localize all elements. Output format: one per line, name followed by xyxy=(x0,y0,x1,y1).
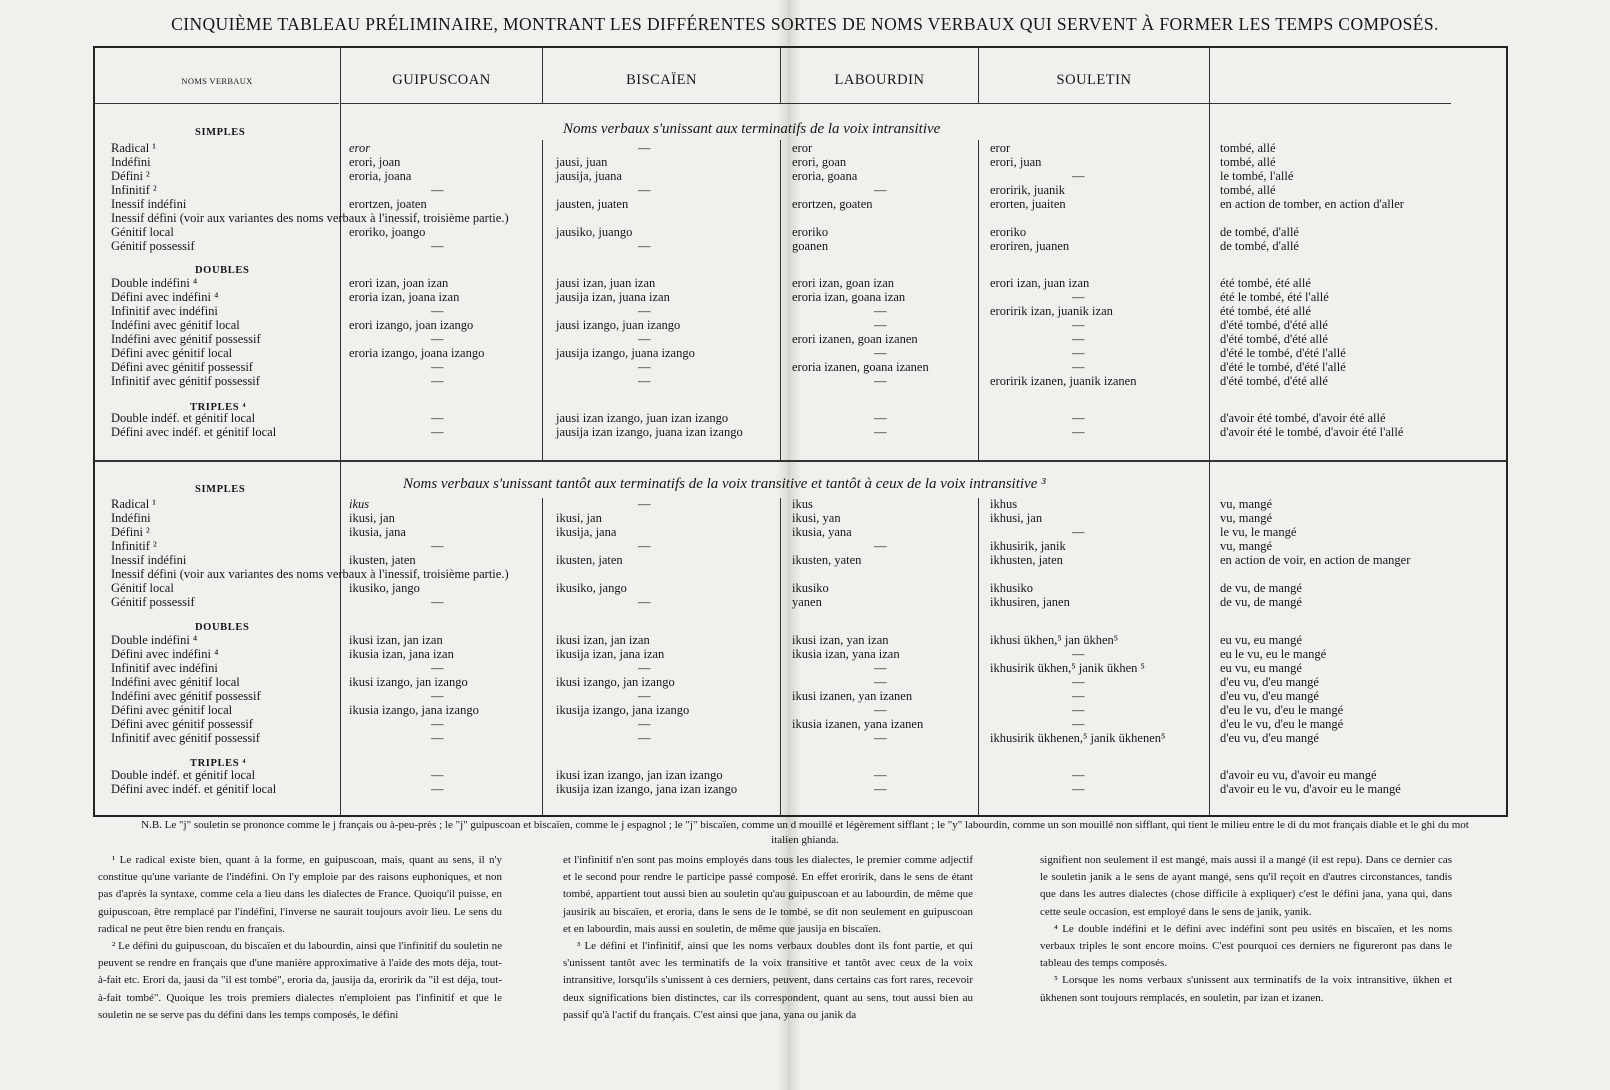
table-cell-s: — xyxy=(1072,782,1085,796)
table-cell-b: — xyxy=(638,360,651,374)
col-rule xyxy=(978,498,979,816)
header-rule xyxy=(94,103,339,104)
table-cell-l: erori izanen, goan izanen xyxy=(792,332,918,346)
table-cell-b: jausija izan, juana izan xyxy=(556,290,670,304)
table-cell-l: ikusiko xyxy=(792,581,829,595)
table-cell-f: été tombé, été allé xyxy=(1220,276,1311,290)
row-label: Indéfini avec génitif local xyxy=(111,675,240,689)
footnote-column-3 xyxy=(1040,852,1452,1007)
table-cell-l: — xyxy=(874,411,887,425)
table-cell-b: jausi, juan xyxy=(556,155,608,169)
row-label: Génitif possessif xyxy=(111,239,195,253)
section-rule xyxy=(94,460,1507,462)
table-cell-f: d'été tombé, d'été allé xyxy=(1220,374,1328,388)
footnote: ¹ Le radical existe bien, quant à la forme, en guipuscoan, mais, quant au sens, il n'y constitue qu'une variante de l'indéfini. On l'y emploie par des raisons euphoniques, et non pas d'après la syntaxe, comme cela a lieu dans les dialectes de France. Quoiqu'il puisse, en guipuscoan, être remplacé par l'indéfini, l'inverse ne saurait toujours avoir lieu. Le sens du radical ne peut être bien rendu en français. xyxy=(98,854,502,935)
table-cell-l: — xyxy=(874,183,887,197)
table-cell-l: ikus xyxy=(792,497,813,511)
table-cell-g: — xyxy=(431,425,444,439)
row-label: Génitif local xyxy=(111,581,174,595)
table-cell-b: ikusiko, jango xyxy=(556,581,627,595)
table-cell-l: eror xyxy=(792,141,813,155)
row-label: Radical ¹ xyxy=(111,141,157,155)
table-cell-b: — xyxy=(638,239,651,253)
table-cell-s: ikhusirik ükhen,⁵ janik ükhen ⁵ xyxy=(990,661,1145,675)
table-cell-s: erori izan, juan izan xyxy=(990,276,1090,290)
row-label: Défini avec indéfini ⁴ xyxy=(111,290,219,304)
table-cell-s: ikhus xyxy=(990,497,1018,511)
group-doubles: DOUBLES xyxy=(195,265,250,276)
header-noms-verbaux: NOMS VERBAUX xyxy=(181,76,253,86)
table-cell-s: — xyxy=(1072,169,1085,183)
table-cell-f: d'été le tombé, d'été l'allé xyxy=(1220,360,1346,374)
col-rule xyxy=(542,140,543,460)
table-cell-b: — xyxy=(638,183,651,197)
table-cell-b: ikusija, jana xyxy=(556,525,617,539)
table-cell-b: — xyxy=(638,717,651,731)
table-cell-l: eroria izan, goana izan xyxy=(792,290,906,304)
table-cell-s: eroriko xyxy=(990,225,1027,239)
table-cell-g: erori, joan xyxy=(349,155,401,169)
row-label: Infinitif avec génitif possessif xyxy=(111,731,260,745)
table-cell-b: jausten, juaten xyxy=(556,197,629,211)
col-rule xyxy=(542,498,543,816)
row-label: Infinitif avec indéfini xyxy=(111,661,218,675)
table-cell-f: eu vu, eu mangé xyxy=(1220,633,1302,647)
table-cell-f: vu, mangé xyxy=(1220,539,1273,553)
row-label: Indéfini avec génitif possessif xyxy=(111,689,261,703)
table-cell-g: eroria, joana xyxy=(349,169,412,183)
table-cell-b: — xyxy=(638,304,651,318)
row-label: Infinitif avec génitif possessif xyxy=(111,374,260,388)
row-label: Défini avec génitif possessif xyxy=(111,360,253,374)
table-cell-s: ikhusten, jaten xyxy=(990,553,1063,567)
table-cell-s: eroririk, juanik xyxy=(990,183,1065,197)
table-cell-s: — xyxy=(1072,332,1085,346)
table-cell-l: ikusi izan, yan izan xyxy=(792,633,889,647)
table-cell-f: d'avoir été tombé, d'avoir été allé xyxy=(1220,411,1386,425)
table-cell-g: — xyxy=(431,332,444,346)
table-cell-l: — xyxy=(874,539,887,553)
group-triples: TRIPLES ⁴ xyxy=(190,758,247,769)
table-cell-b: ikusija izan izango, jana izan izango xyxy=(556,782,738,796)
table-cell-g: ikusiko, jango xyxy=(349,581,420,595)
table-cell-s: — xyxy=(1072,647,1085,661)
table-cell-b: — xyxy=(638,661,651,675)
row-label: Défini avec génitif local xyxy=(111,346,233,360)
row-label: Infinitif avec indéfini xyxy=(111,304,218,318)
table-cell-g: — xyxy=(431,239,444,253)
col-rule xyxy=(1209,47,1210,816)
col-rule xyxy=(978,140,979,460)
table-cell-g: — xyxy=(431,411,444,425)
row-label: Défini ² xyxy=(111,525,150,539)
table-cell-s: ikhusiko xyxy=(990,581,1034,595)
table-cell-f: en action de tomber, en action d'aller xyxy=(1220,197,1404,211)
table-cell-b: — xyxy=(638,141,651,155)
nb-note: N.B. Le "j" souletin se prononce comme le j français ou à-peu-près ; le "j" guipuscoan et biscaïen, comme le j espagnol ; le "j" biscaïen, comme un d mouillé et légèrement sifflant ; le "y" labourdin, comme un son mouillé non sifflant, qui tient le milieu entre le di du mot français diable et le ghi du mot italien ghianda. xyxy=(141,819,1469,846)
footnote: et l'infinitif n'en sont pas moins employés dans tous les dialectes, le premier comme adjectif et le second pour rendre le participe passé composé. En effet eroririk, dans le sens de étant tombé, appartient tout aussi bien au souletin qu'au guipuscoan et au labourdin, de même que jausirik au biscaïen, et eroria, dans le sens de le tombé, se dit non seulement en guipuscoan et en labourdin, mais aussi en souletin, de même que jausija en biscaïen. xyxy=(563,854,973,935)
table-cell-b: — xyxy=(638,539,651,553)
table-cell-f: d'été le tombé, d'été l'allé xyxy=(1220,346,1346,360)
row-label: Inessif défini (voir aux variantes des noms verbaux à l'inessif, troisième partie.) xyxy=(111,211,509,225)
table-cell-g: — xyxy=(431,782,444,796)
table-cell-g: eroriko, joango xyxy=(349,225,426,239)
row-label: Indéfini xyxy=(111,155,151,169)
table-cell-s: ikhusirik ükhenen,⁵ janik ükhenen⁵ xyxy=(990,731,1166,745)
row-label: Indéfini avec génitif local xyxy=(111,318,240,332)
table-cell-l: ikusten, yaten xyxy=(792,553,862,567)
row-label: Défini avec génitif local xyxy=(111,703,233,717)
group-doubles: DOUBLES xyxy=(195,622,250,633)
table-cell-g: — xyxy=(431,360,444,374)
table-cell-f: d'eu vu, d'eu mangé xyxy=(1220,675,1319,689)
table-cell-l: eroria izanen, goana izanen xyxy=(792,360,929,374)
table-cell-g: erori izango, joan izango xyxy=(349,318,474,332)
header-labourdin: LABOURDIN xyxy=(834,72,925,88)
table-cell-b: — xyxy=(638,689,651,703)
section2-title: Noms verbaux s'unissant tantôt aux terminatifs de la voix transitive et tantôt à ceux de la voix intransitive ³ xyxy=(403,476,1046,492)
table-cell-s: — xyxy=(1072,360,1085,374)
table-cell-b: — xyxy=(638,731,651,745)
table-cell-f: d'eu le vu, d'eu le mangé xyxy=(1220,717,1344,731)
table-cell-f: tombé, allé xyxy=(1220,141,1276,155)
footnote: ⁵ Lorsque les noms verbaux s'unissent aux terminatifs de la voix intransitive, ükhen et ükhenen sont toujours remplacés, en souletin, par izan et izanen. xyxy=(1040,974,1452,1004)
table-cell-b: — xyxy=(638,374,651,388)
table-cell-g: — xyxy=(431,304,444,318)
table-cell-l: goanen xyxy=(792,239,829,253)
table-cell-l: ikusia izan, yana izan xyxy=(792,647,900,661)
table-cell-f: vu, mangé xyxy=(1220,497,1273,511)
table-cell-f: de tombé, d'allé xyxy=(1220,239,1299,253)
table-cell-s: — xyxy=(1072,346,1085,360)
row-label: Indéfini xyxy=(111,511,151,525)
table-cell-s: eroririk izan, juanik izan xyxy=(990,304,1113,318)
table-cell-l: — xyxy=(874,782,887,796)
table-cell-g: — xyxy=(431,595,444,609)
table-cell-s: — xyxy=(1072,703,1085,717)
table-cell-b: jausija, juana xyxy=(556,169,622,183)
table-cell-l: yanen xyxy=(792,595,822,609)
table-cell-g: — xyxy=(431,717,444,731)
table-cell-g: — xyxy=(431,689,444,703)
table-cell-g: eror xyxy=(349,141,371,155)
table-cell-l: — xyxy=(874,304,887,318)
row-label: Infinitif ² xyxy=(111,183,157,197)
group-triples: TRIPLES ⁴ xyxy=(190,402,247,413)
table-cell-s: — xyxy=(1072,525,1085,539)
table-cell-f: de vu, de mangé xyxy=(1220,581,1302,595)
table-cell-f: tombé, allé xyxy=(1220,155,1276,169)
table-cell-f: été le tombé, été l'allé xyxy=(1220,290,1329,304)
row-label: Défini avec génitif possessif xyxy=(111,717,253,731)
table-cell-b: ikusten, jaten xyxy=(556,553,623,567)
row-label: Inessif indéfini xyxy=(111,197,187,211)
table-cell-f: été tombé, été allé xyxy=(1220,304,1311,318)
table-cell-s: — xyxy=(1072,717,1085,731)
table-cell-l: — xyxy=(874,703,887,717)
table-cell-g: eroria izango, joana izango xyxy=(349,346,485,360)
table-cell-g: — xyxy=(431,768,444,782)
table-cell-f: d'avoir eu le vu, d'avoir eu le mangé xyxy=(1220,782,1401,796)
col-rule xyxy=(340,47,341,816)
table-cell-b: — xyxy=(638,497,651,511)
table-cell-g: ikusi, jan xyxy=(349,511,395,525)
row-label: Double indéfini ⁴ xyxy=(111,633,198,647)
table-cell-l: ikusia, yana xyxy=(792,525,852,539)
table-cell-s: eror xyxy=(990,141,1011,155)
table-cell-l: eroria, goana xyxy=(792,169,858,183)
row-label: Défini avec indéfini ⁴ xyxy=(111,647,219,661)
row-label: Défini ² xyxy=(111,169,150,183)
table-cell-b: ikusi, jan xyxy=(556,511,602,525)
table-cell-f: le tombé, l'allé xyxy=(1220,169,1294,183)
header-guipuscoan: GUIPUSCOAN xyxy=(392,72,491,88)
table-cell-g: ikus xyxy=(349,497,370,511)
table-cell-g: erori izan, joan izan xyxy=(349,276,449,290)
table-cell-l: erortzen, goaten xyxy=(792,197,873,211)
row-label: Génitif local xyxy=(111,225,174,239)
table-cell-b: — xyxy=(638,332,651,346)
table-cell-g: — xyxy=(431,183,444,197)
table-cell-l: — xyxy=(874,661,887,675)
table-cell-f: eu le vu, eu le mangé xyxy=(1220,647,1327,661)
table-cell-b: jausi izan, juan izan xyxy=(556,276,656,290)
table-cell-f: d'eu le vu, d'eu le mangé xyxy=(1220,703,1344,717)
row-label: Double indéfini ⁴ xyxy=(111,276,198,290)
table-cell-b: ikusi izango, jan izango xyxy=(556,675,675,689)
table-cell-l: — xyxy=(874,675,887,689)
table-cell-l: — xyxy=(874,374,887,388)
table-cell-s: — xyxy=(1072,411,1085,425)
footnote: ³ Le défini et l'infinitif, ainsi que les noms verbaux doubles dont ils font partie, et qui s'unissent tantôt avec les terminatifs de la voix transitive et tantôt avec ceux de la voix intransitive, lorsqu'ils s'unissent à ces derniers, peuvent, dans certains cas fort rares, recevoir deux significations bien distinctes, car ils correspondent, quant au sens, tout aussi bien au passif qu'à l'actif du français. C'est ainsi que jana, yana ou janik da xyxy=(563,940,973,1021)
table-cell-b: — xyxy=(638,595,651,609)
row-label: Infinitif ² xyxy=(111,539,157,553)
table-cell-s: erorten, juaiten xyxy=(990,197,1066,211)
table-cell-g: — xyxy=(431,374,444,388)
table-cell-s: erori, juan xyxy=(990,155,1042,169)
header-biscaien: BISCAÏEN xyxy=(626,72,697,88)
group-simples: SIMPLES xyxy=(195,127,246,138)
table-cell-g: ikusia, jana xyxy=(349,525,406,539)
row-label: Inessif indéfini xyxy=(111,553,187,567)
table-cell-g: ikusia izan, jana izan xyxy=(349,647,454,661)
footnote: signifient non seulement il est mangé, mais aussi il a mangé (il est repu). Dans ce dernier cas le souletin janik a le sens de ayant mangé, sens qu'il reçoit en d'autres circonstances, tandis que dans les autres dialectes (chose difficile à expliquer) c'est le défini jana, yana qui, dans cette seule occasion, est employé dans le sens de janik, yanik. xyxy=(1040,854,1452,918)
table-cell-g: erortzen, joaten xyxy=(349,197,427,211)
group-simples: SIMPLES xyxy=(195,484,246,495)
table-cell-s: ikhusi ükhen,⁵ jan ükhen⁵ xyxy=(990,633,1119,647)
row-label: Défini avec indéf. et génitif local xyxy=(111,425,277,439)
table-cell-l: — xyxy=(874,731,887,745)
footnote-column-2 xyxy=(563,852,973,1024)
header-rule xyxy=(341,103,1451,104)
table-cell-g: ikusten, jaten xyxy=(349,553,416,567)
table-cell-b: ikusija izan, jana izan xyxy=(556,647,665,661)
footnote: ⁴ Le double indéfini et le défini avec indéfini sont peu usités en biscaïen, et les noms verbaux triples le sont encore moins. C'est pourquoi ces derniers ne figureront pas dans le tableau des temps composés. xyxy=(1040,922,1452,970)
table-cell-s: eroriren, juanen xyxy=(990,239,1070,253)
table-cell-s: ikhusirik, janik xyxy=(990,539,1066,553)
table-cell-g: ikusia izango, jana izango xyxy=(349,703,479,717)
table-cell-f: d'été tombé, d'été allé xyxy=(1220,318,1328,332)
table-cell-s: — xyxy=(1072,425,1085,439)
row-label: Génitif possessif xyxy=(111,595,195,609)
footnote: ² Le défini du guipuscoan, du biscaïen et du labourdin, ainsi que l'infinitif du souletin ne peuvent se rendre en français que d'une manière approximative à l'aide des mots déja, tout-à-fait etc. Erori da, jausi da "il est tombé", eroria da, jausija da, eroririk da "il est déja, tout-à-fait tombé". Quoique les trois premiers dialectes n'emploient pas l'infinitif et que le souletin ne se serve pas du défini dans les temps composés, le défini xyxy=(98,940,502,1021)
table-cell-f: tombé, allé xyxy=(1220,183,1276,197)
table-cell-l: ikusi, yan xyxy=(792,511,841,525)
table-cell-l: — xyxy=(874,318,887,332)
table-cell-s: — xyxy=(1072,768,1085,782)
table-cell-f: de tombé, d'allé xyxy=(1220,225,1299,239)
table-cell-g: ikusi izan, jan izan xyxy=(349,633,443,647)
table-cell-l: erori izan, goan izan xyxy=(792,276,895,290)
table-cell-l: — xyxy=(874,346,887,360)
table-cell-b: jausija izan izango, juana izan izango xyxy=(556,425,743,439)
row-label: Indéfini avec génitif possessif xyxy=(111,332,261,346)
table-cell-b: jausi izango, juan izango xyxy=(556,318,681,332)
table-cell-g: — xyxy=(431,731,444,745)
row-label: Double indéf. et génitif local xyxy=(111,768,256,782)
page-title: CINQUIÈME TABLEAU PRÉLIMINAIRE, MONTRANT LES DIFFÉRENTES SORTES DE NOMS VERBAUX QUI SERVENT À FORMER LES TEMPS COMPOSÉS. xyxy=(171,14,1439,34)
row-label: Radical ¹ xyxy=(111,497,157,511)
row-label: Inessif défini (voir aux variantes des noms verbaux à l'inessif, troisième partie.) xyxy=(111,567,509,581)
table-cell-l: — xyxy=(874,425,887,439)
table-cell-f: d'eu vu, d'eu mangé xyxy=(1220,689,1319,703)
table-cell-s: ikhusiren, janen xyxy=(990,595,1070,609)
footnote-column-1 xyxy=(98,852,502,1024)
table-cell-g: ikusi izango, jan izango xyxy=(349,675,468,689)
table-cell-l: erori, goan xyxy=(792,155,847,169)
table-cell-g: eroria izan, joana izan xyxy=(349,290,460,304)
table-cell-b: ikusija izango, jana izango xyxy=(556,703,690,717)
table-cell-f: d'avoir été le tombé, d'avoir été l'allé xyxy=(1220,425,1404,439)
col-rule xyxy=(780,140,781,460)
table-cell-f: en action de voir, en action de manger xyxy=(1220,553,1411,567)
header-souletin: SOULETIN xyxy=(1056,72,1132,88)
table-cell-f: eu vu, eu mangé xyxy=(1220,661,1302,675)
table-cell-f: vu, mangé xyxy=(1220,511,1273,525)
table-cell-b: jausija izango, juana izango xyxy=(556,346,695,360)
section1-title: Noms verbaux s'unissant aux terminatifs de la voix intransitive xyxy=(563,121,941,137)
table-cell-b: jausiko, juango xyxy=(556,225,633,239)
table-cell-f: d'eu vu, d'eu mangé xyxy=(1220,731,1319,745)
table-cell-g: — xyxy=(431,539,444,553)
table-cell-l: — xyxy=(874,768,887,782)
table-cell-s: — xyxy=(1072,675,1085,689)
table-cell-l: ikusia izanen, yana izanen xyxy=(792,717,924,731)
table-cell-f: le vu, le mangé xyxy=(1220,525,1297,539)
table-cell-f: d'été tombé, d'été allé xyxy=(1220,332,1328,346)
table-cell-s: eroririk izanen, juanik izanen xyxy=(990,374,1137,388)
table-cell-s: — xyxy=(1072,318,1085,332)
row-label: Défini avec indéf. et génitif local xyxy=(111,782,277,796)
table-cell-s: — xyxy=(1072,290,1085,304)
table-cell-f: de vu, de mangé xyxy=(1220,595,1302,609)
table-cell-l: ikusi izanen, yan izanen xyxy=(792,689,913,703)
row-label: Double indéf. et génitif local xyxy=(111,411,256,425)
table-cell-f: d'avoir eu vu, d'avoir eu mangé xyxy=(1220,768,1377,782)
table-cell-l: eroriko xyxy=(792,225,829,239)
col-rule xyxy=(780,498,781,816)
table-cell-s: ikhusi, jan xyxy=(990,511,1043,525)
table-cell-b: ikusi izan izango, jan izan izango xyxy=(556,768,723,782)
table-cell-g: — xyxy=(431,661,444,675)
table-cell-s: — xyxy=(1072,689,1085,703)
table-cell-b: ikusi izan, jan izan xyxy=(556,633,650,647)
table-cell-b: jausi izan izango, juan izan izango xyxy=(556,411,729,425)
